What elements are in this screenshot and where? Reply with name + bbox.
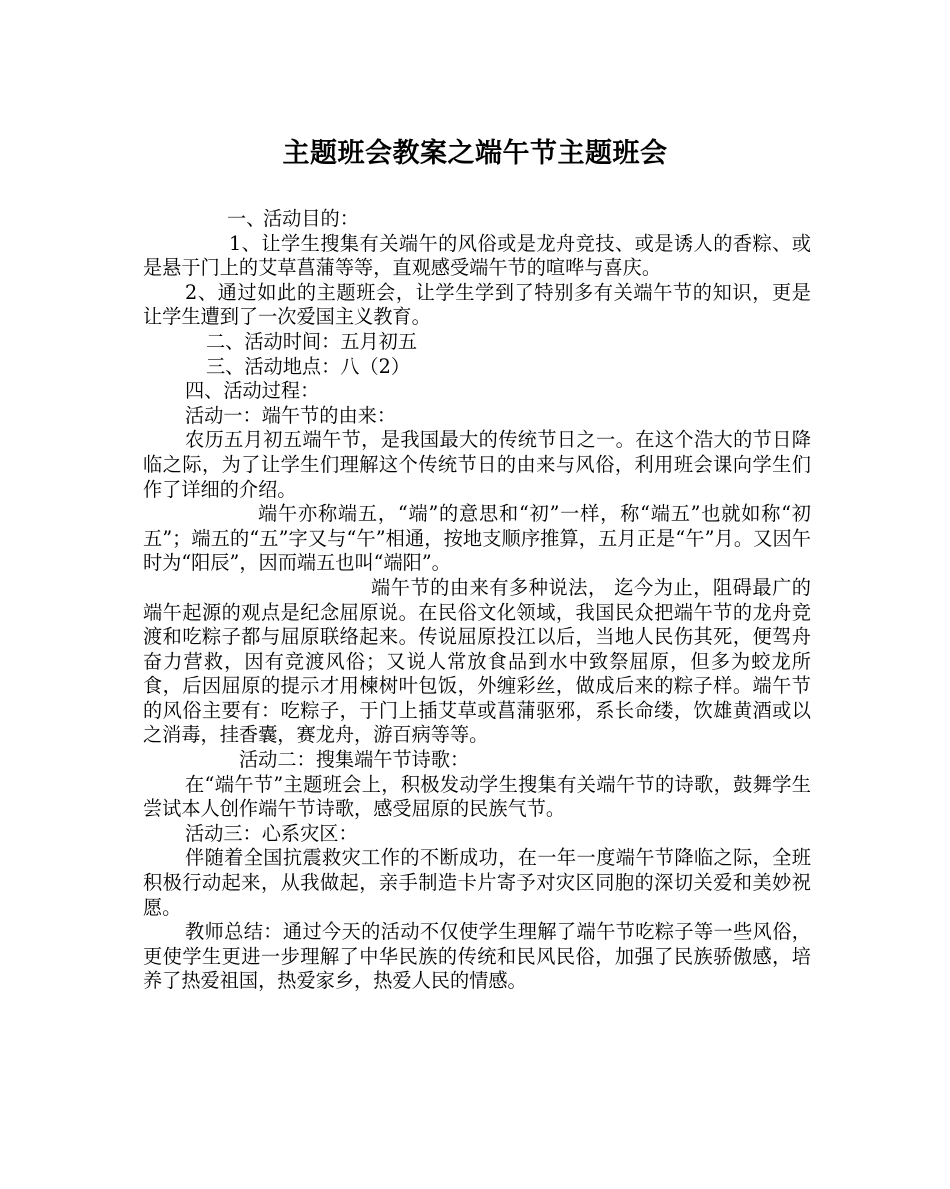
activity-time: 二、活动时间：五月初五	[206, 329, 418, 353]
activity-1-paragraph-3: 端午节的由来有多种说法， 迄今为止，阻碍最广的端午起源的观点是纪念屈原说。在民俗文化领域，我国民众把端午节的龙舟竞渡和吃粽子都与屈原联络起来。传说屈原投江以后，当地人民伤其死，便驾舟奋力营救，因有竞渡风俗；又说人常放食品到水中致祭屈原，但多为蛟龙所食，后因屈原的提示才用楝树叶包饭，外缠彩丝，做成后来的粽子样。端午节的风俗主要有：吃粽子，于门上插艾草或菖蒲驱邪，系长命缕，饮雄黄酒或以之消毒，挂香囊，赛龙舟，游百病等等。	[143, 575, 811, 747]
activity-1-title: 活动一：端午节的由来：	[185, 403, 397, 427]
activity-1-paragraph-1: 农历五月初五端午节，是我国最大的传统节日之一。在这个浩大的节日降临之际，为了让学生们理解这个传统节日的由来与风俗，利用班会课向学生们作了详细的介绍。	[143, 428, 811, 501]
page-title: 主题班会教案之端午节主题班会	[282, 138, 668, 169]
teacher-summary: 教师总结：通过今天的活动不仅使学生理解了端午节吃粽子等一些风俗，更使学生更进一步理解了中华民族的传统和民风民俗，加强了民族骄傲感，培养了热爱祖国，热爱家乡，热爱人民的情感。	[143, 920, 811, 993]
activity-place: 三、活动地点：八（2）	[206, 354, 411, 378]
activity-1-paragraph-2: 端午亦称端五，“端”的意思和“初”一样，称“端五”也就如称“初五”；端五的“五”字又与“午”相通，按地支顺序推算，五月正是“午”月。又因午时为“阳辰”，因而端五也叫“端阳”。	[143, 502, 811, 575]
heading-activity-goal	[143, 207, 811, 232]
activity-3-paragraph-1: 伴随着全国抗震救灾工作的不断成功，在一年一度端午节降临之际，全班积极行动起来，从我做起，亲手制造卡片寄予对灾区同胞的深切关爱和美妙祝愿。	[143, 846, 811, 919]
goal-item-1: 1、让学生搜集有关端午的风俗或是龙舟竞技、或是诱人的香粽、或是悬于门上的艾草菖蒲等等，直观感受端午节的喧哗与喜庆。	[143, 231, 811, 280]
document-body	[143, 207, 811, 994]
activity-process-heading: 四、活动过程：	[185, 379, 320, 403]
heading-number: 一、	[227, 207, 266, 230]
heading-text: 活动目的：	[263, 207, 359, 230]
activity-3-title: 活动三：心系灾区：	[185, 821, 358, 845]
activity-2-title: 活动二：搜集端午节诗歌：	[239, 748, 470, 772]
goal-item-2: 2、通过如此的主题班会，让学生学到了特别多有关端午节的知识，更是让学生遭到了一次爱国主义教育。	[143, 280, 811, 329]
activity-2-paragraph-1: 在“端午节”主题班会上，积极发动学生搜集有关端午节的诗歌，鼓舞学生尝试本人创作端午节诗歌，感受屈原的民族气节。	[143, 772, 811, 821]
